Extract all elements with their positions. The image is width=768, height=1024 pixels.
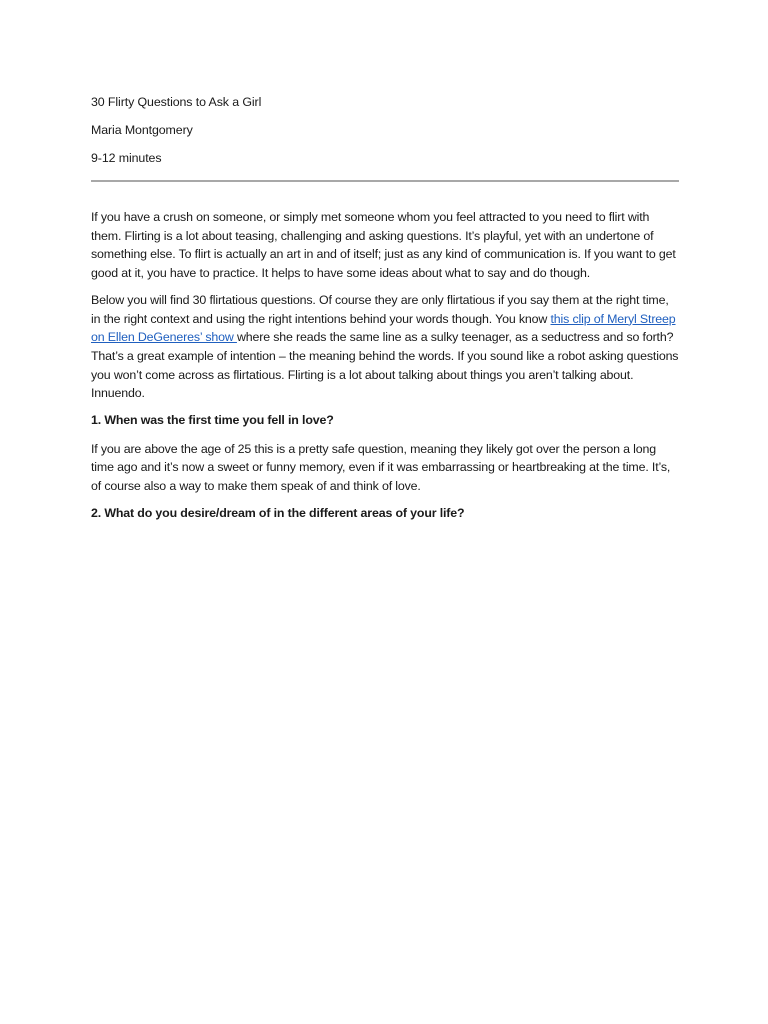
question-1-answer: If you are above the age of 25 this is a pretty safe question, meaning they likely got over the person a long time ago and it’s now a sweet or funny memory, even if it was embarrassing or heartbreaking at the time. It’s, of course also a way to make them speak of and think of love. (91, 441, 671, 494)
intro-paragraph: If you have a crush on someone, or simply met someone whom you feel attracted to you need to flirt with them. Flirting is a lot about teasing, challenging and asking questions. It’s playful, yet with an undertone of something else. To flirt is actually an art in and of itself; just as any kind of communication is. If you want to get good at it, you have to practice. It helps to have some ideas about what to say and do though. (91, 210, 676, 281)
meryl-streep-clip-link[interactable]: this clip of Meryl Streep on Ellen DeGeneres’ show (91, 311, 676, 345)
question-1-heading: 1. When was the first time you fell in love? (91, 413, 334, 428)
context-paragraph (91, 291, 679, 403)
document-page (91, 88, 679, 533)
context-text-after-link: where she reads the same line as a sulky teenager, as a seductress and so forth? That’s a great example of intention – the meaning behind the words. If you sound like a robot asking questions you won’t come across as flirtatious. Flirting is a lot about talking about things you aren’t talking about. Innuendo. (91, 330, 679, 401)
context-text-before-link: Below you will find 30 flirtatious questions. Of course they are only flirtatious if you say them at the right time, in the right context and using the right intentions behind your words though. You know (91, 292, 669, 326)
read-time: 9-12 minutes (91, 151, 162, 165)
question-2-heading: 2. What do you desire/dream of in the different areas of your life? (91, 505, 465, 520)
article-title: 30 Flirty Questions to Ask a Girl (91, 95, 262, 109)
article-author: Maria Montgomery (91, 123, 193, 137)
horizontal-divider (91, 180, 679, 182)
